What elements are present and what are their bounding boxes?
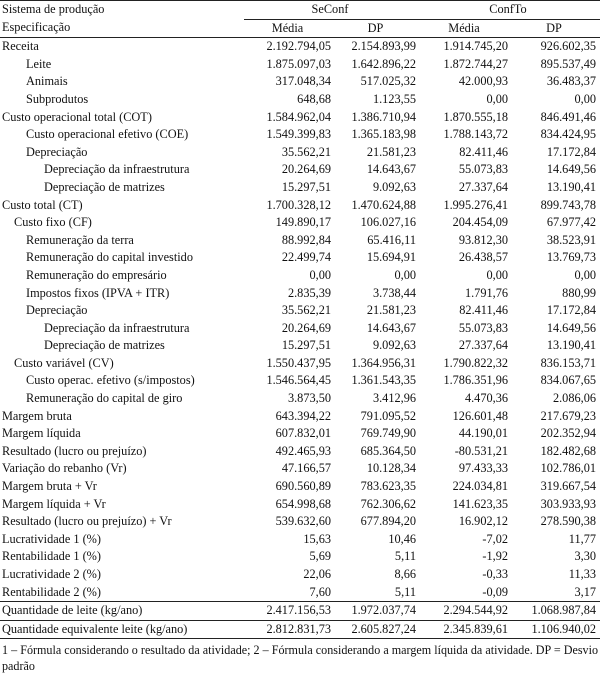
col-header-mean: Média [420, 19, 512, 38]
confto-sd-cell: 182.482,68 [540, 443, 596, 458]
row-label: Animais [26, 74, 68, 89]
seconf-mean-cell: 20.264,69 [281, 320, 331, 335]
table-row [0, 197, 600, 215]
row-label: Margem líquida [2, 426, 81, 441]
confto-sd-cell: 14.649,56 [546, 162, 596, 177]
table-row [0, 267, 600, 285]
confto-sd-cell: 13.769,73 [546, 250, 596, 265]
seconf-mean-cell: 22.499,74 [281, 250, 331, 265]
seconf-sd-cell: 791.095,52 [360, 408, 416, 423]
row-label: Custo operacional total (COT) [2, 109, 152, 124]
spec-label: Especificação [0, 19, 244, 38]
row-label: Margem bruta [2, 408, 72, 423]
seconf-mean-cell: 654.998,68 [275, 496, 331, 511]
seconf-sd-cell: 1.364.956,31 [351, 355, 416, 370]
table-row [0, 620, 600, 639]
seconf-sd-cell: 21.581,23 [366, 303, 416, 318]
seconf-mean-cell: 3.873,50 [287, 391, 331, 406]
table-row [0, 390, 600, 408]
seconf-sd-cell: 10.128,34 [366, 461, 416, 476]
seconf-sd-cell: 2.154.893,99 [351, 39, 416, 54]
table-row [0, 38, 600, 56]
confto-mean-cell: 55.073,83 [458, 320, 508, 335]
seconf-sd-cell: 10,46 [388, 531, 416, 546]
confto-mean-cell: -7,02 [482, 531, 508, 546]
table-row [0, 496, 600, 514]
col-header-sd: DP [512, 19, 600, 38]
seconf-mean-cell: 1.549.399,83 [266, 127, 331, 142]
seconf-mean-cell: 22,06 [303, 567, 331, 581]
row-label: Margem líquida + Vr [2, 496, 106, 511]
seconf-sd-cell: 14.643,67 [366, 320, 416, 335]
seconf-mean-cell: 1.550.437,95 [266, 355, 331, 370]
row-label: Lucratividade 1 (%) [2, 531, 102, 546]
confto-sd-cell: 278.590,38 [540, 514, 596, 529]
confto-sd-cell: 13.190,41 [546, 338, 596, 353]
confto-mean-cell: 82.411,46 [459, 303, 508, 318]
seconf-mean-cell: 2.812.831,73 [244, 620, 335, 639]
confto-sd-cell: 0,00 [574, 267, 596, 282]
confto-sd-cell: 11,77 [568, 531, 596, 546]
row-label: Custo operac. efetivo (s/impostos) [26, 373, 195, 388]
row-label: Rentabilidade 1 (%) [2, 549, 102, 564]
seconf-mean-cell: 492.465,93 [275, 443, 331, 458]
seconf-mean-cell: 149.890,17 [275, 215, 331, 230]
footnote: 1 – Fórmula considerando o resultado da atividade; 2 – Fórmula considerando a margem líquida da atividade. DP = Desvio padrão [2, 643, 598, 674]
seconf-sd-cell: 3.738,44 [372, 285, 416, 300]
confto-sd-cell: 102.786,01 [540, 461, 596, 476]
confto-mean-cell: 4.470,36 [464, 391, 508, 406]
table-row [0, 372, 600, 390]
seconf-mean-cell: 1.546.564,45 [266, 373, 331, 388]
confto-mean-cell: 1.914.745,20 [443, 39, 508, 54]
confto-mean-cell: -0,09 [482, 584, 508, 599]
table-row [0, 302, 600, 320]
table-row [0, 460, 600, 478]
confto-mean-cell: 16.902,12 [458, 514, 508, 529]
confto-mean-cell: 26.438,57 [458, 250, 508, 265]
seconf-mean-cell: 15.297,51 [281, 179, 331, 194]
row-label: Remuneração do capital de giro [26, 391, 183, 406]
confto-sd-cell: 834.067,65 [540, 373, 596, 388]
confto-mean-cell: 42.000,93 [458, 74, 508, 89]
confto-sd-cell: 899.743,78 [540, 197, 596, 212]
confto-mean-cell: 55.073,83 [458, 162, 508, 177]
seconf-sd-cell: 1.386.710,94 [351, 109, 416, 124]
confto-sd-cell: 846.491,46 [540, 109, 596, 124]
confto-mean-cell: 97.433,33 [458, 461, 508, 476]
confto-sd-cell: 36.483,37 [546, 74, 596, 89]
seconf-sd-cell: 762.306,62 [360, 496, 416, 511]
confto-mean-cell: 141.623,35 [452, 496, 508, 511]
confto-sd-cell: 1.068.987,84 [512, 602, 600, 621]
confto-sd-cell: 895.537,49 [540, 56, 596, 71]
confto-mean-cell: 93.812,30 [458, 232, 508, 247]
seconf-sd-cell: 5,11 [394, 549, 416, 564]
confto-sd-cell: 836.153,71 [540, 355, 596, 370]
seconf-mean-cell: 690.560,89 [275, 479, 331, 494]
header-row-columns [0, 19, 600, 38]
confto-sd-cell: 926.602,35 [540, 39, 596, 54]
table-row [0, 232, 600, 250]
confto-mean-cell: 1.790.822,32 [443, 355, 508, 370]
seconf-mean-cell: 1.700.328,12 [266, 197, 331, 212]
table-row [0, 443, 600, 461]
table-row [0, 249, 600, 267]
row-label: Depreciação da infraestrutura [44, 162, 190, 177]
table-row [0, 161, 600, 179]
confto-mean-cell: 82.411,46 [459, 144, 508, 159]
table-row [0, 91, 600, 109]
confto-mean-cell: 1.872.744,27 [443, 56, 508, 71]
row-label: Variação do rebanho (Vr) [2, 461, 127, 476]
row-label: Depreciação de matrizes [44, 338, 165, 353]
col-header-sd: DP [335, 19, 420, 38]
table-row [0, 355, 600, 373]
confto-mean-cell: 0,00 [486, 267, 508, 282]
table-row [0, 566, 600, 584]
row-label: Remuneração da terra [26, 232, 134, 247]
seconf-mean-cell: 539.632,60 [275, 514, 331, 529]
group-header-confto: ConfTo [420, 1, 600, 20]
row-label: Quantidade de leite (kg/ano) [0, 602, 244, 621]
confto-mean-cell: -80.531,21 [454, 443, 508, 458]
row-label: Resultado (lucro ou prejuízo) [2, 443, 147, 458]
seconf-mean-cell: 1.584.962,04 [266, 109, 331, 124]
confto-sd-cell: 2.086,06 [552, 391, 596, 406]
table-row [0, 548, 600, 566]
confto-sd-cell: 14.649,56 [546, 320, 596, 335]
seconf-sd-cell: 9.092,63 [372, 338, 416, 353]
seconf-mean-cell: 2.835,39 [287, 285, 331, 300]
confto-sd-cell: 0,00 [574, 91, 596, 106]
seconf-mean-cell: 88.992,84 [281, 232, 331, 247]
confto-sd-cell: 67.977,42 [546, 215, 596, 230]
confto-sd-cell: 303.933,93 [540, 496, 596, 511]
seconf-sd-cell: 106.027,16 [360, 215, 416, 230]
confto-mean-cell: 44.190,01 [458, 426, 508, 441]
seconf-sd-cell: 783.623,35 [360, 479, 416, 494]
confto-sd-cell: 880,99 [562, 285, 596, 300]
row-label: Resultado (lucro ou prejuízo) + Vr [2, 514, 172, 529]
table-row [0, 56, 600, 74]
row-label: Leite [26, 56, 52, 71]
confto-sd-cell: 1.106.940,02 [512, 620, 600, 639]
row-label: Rentabilidade 2 (%) [2, 584, 102, 599]
row-label: Impostos fixos (IPVA + ITR) [26, 285, 170, 300]
seconf-sd-cell: 769.749,90 [360, 426, 416, 441]
table-row [0, 73, 600, 91]
confto-sd-cell: 38.523,91 [546, 232, 596, 247]
confto-sd-cell: 319.667,54 [540, 479, 596, 494]
seconf-mean-cell: 643.394,22 [275, 408, 331, 423]
seconf-sd-cell: 685.364,50 [360, 443, 416, 458]
seconf-sd-cell: 21.581,23 [366, 144, 416, 159]
confto-mean-cell: 27.337,64 [458, 179, 508, 194]
table-row [0, 320, 600, 338]
row-label: Subprodutos [26, 91, 89, 106]
seconf-sd-cell: 5,11 [394, 584, 416, 599]
table-row [0, 513, 600, 531]
table-row [0, 478, 600, 496]
col-header-mean: Média [244, 19, 335, 38]
table-row [0, 109, 600, 127]
table-row [0, 285, 600, 303]
table-row [0, 144, 600, 162]
confto-sd-cell: 217.679,23 [540, 408, 596, 423]
seconf-mean-cell: 35.562,21 [281, 144, 331, 159]
seconf-mean-cell: 607.832,01 [275, 426, 331, 441]
seconf-sd-cell: 1.470.624,88 [351, 197, 416, 212]
seconf-mean-cell: 47.166,57 [281, 461, 331, 476]
confto-mean-cell: -0,33 [482, 567, 508, 581]
seconf-mean-cell: 5,69 [309, 549, 331, 564]
seconf-sd-cell: 517.025,32 [360, 74, 416, 89]
seconf-sd-cell: 1.123,55 [372, 91, 416, 106]
confto-mean-cell: 1.791,76 [464, 285, 508, 300]
table-row [0, 531, 600, 549]
seconf-mean-cell: 648,68 [297, 91, 331, 106]
seconf-sd-cell: 65.416,11 [367, 232, 416, 247]
seconf-sd-cell: 0,00 [394, 267, 416, 282]
seconf-sd-cell: 1.642.896,22 [351, 56, 416, 71]
seconf-sd-cell: 1.361.543,35 [351, 373, 416, 388]
seconf-mean-cell: 35.562,21 [281, 303, 331, 318]
system-label: Sistema de produção [0, 1, 244, 20]
seconf-mean-cell: 20.264,69 [281, 162, 331, 177]
seconf-mean-cell: 2.192.794,05 [266, 39, 331, 54]
confto-mean-cell: 2.294.544,92 [420, 602, 512, 621]
confto-mean-cell: 1.870.555,18 [443, 109, 508, 124]
confto-mean-cell: 2.345.839,61 [420, 620, 512, 639]
seconf-sd-cell: 1.972.037,74 [335, 602, 420, 621]
table-row [0, 126, 600, 144]
seconf-mean-cell: 7,60 [309, 584, 331, 599]
seconf-sd-cell: 15.694,91 [366, 250, 416, 265]
table-row [0, 179, 600, 197]
confto-mean-cell: 0,00 [486, 91, 508, 106]
confto-sd-cell: 202.352,94 [540, 426, 596, 441]
confto-sd-cell: 17.172,84 [546, 144, 596, 159]
confto-sd-cell: 11,33 [568, 567, 596, 581]
table-body [0, 38, 600, 639]
row-label: Quantidade equivalente leite (kg/ano) [0, 620, 244, 639]
row-label: Depreciação [26, 144, 88, 159]
seconf-mean-cell: 2.417.156,53 [244, 602, 335, 621]
confto-sd-cell: 3,17 [574, 584, 596, 599]
group-header-seconf: SeConf [244, 1, 420, 20]
confto-sd-cell: 17.172,84 [546, 303, 596, 318]
table-row [0, 408, 600, 426]
seconf-sd-cell: 9.092,63 [372, 179, 416, 194]
row-label: Receita [2, 39, 39, 54]
seconf-sd-cell: 2.605.827,24 [335, 620, 420, 639]
row-label: Custo total (CT) [2, 197, 83, 212]
seconf-mean-cell: 1.875.097,03 [266, 56, 331, 71]
row-label: Custo variável (CV) [14, 355, 114, 370]
seconf-mean-cell: 317.048,34 [275, 74, 331, 89]
confto-mean-cell: 1.788.143,72 [443, 127, 508, 142]
table-row [0, 337, 600, 355]
row-label: Margem bruta + Vr [2, 479, 97, 494]
seconf-mean-cell: 15.297,51 [281, 338, 331, 353]
seconf-sd-cell: 1.365.183,98 [351, 127, 416, 142]
seconf-mean-cell: 15,63 [303, 531, 331, 546]
confto-mean-cell: 224.034,81 [452, 479, 508, 494]
row-label: Depreciação da infraestrutura [44, 320, 190, 335]
seconf-sd-cell: 677.894,20 [360, 514, 416, 529]
seconf-sd-cell: 8,66 [394, 567, 416, 581]
row-label: Depreciação de matrizes [44, 179, 165, 194]
confto-sd-cell: 834.424,95 [540, 127, 596, 142]
confto-mean-cell: 204.454,09 [452, 215, 508, 230]
header-row-system [0, 1, 600, 20]
seconf-sd-cell: 3.412,96 [372, 391, 416, 406]
confto-mean-cell: 1.995.276,41 [443, 197, 508, 212]
table-row [0, 425, 600, 443]
table-row [0, 602, 600, 621]
seconf-mean-cell: 0,00 [309, 267, 331, 282]
row-label: Custo fixo (CF) [14, 215, 92, 230]
confto-sd-cell: 13.190,41 [546, 179, 596, 194]
confto-mean-cell: -1,92 [482, 549, 508, 564]
table-row [0, 584, 600, 602]
confto-mean-cell: 1.786.351,96 [443, 373, 508, 388]
confto-mean-cell: 27.337,64 [458, 338, 508, 353]
row-label: Custo operacional efetivo (COE) [26, 127, 189, 142]
seconf-sd-cell: 14.643,67 [366, 162, 416, 177]
row-label: Depreciação [26, 303, 88, 318]
row-label: Remuneração do capital investido [26, 250, 193, 265]
row-label: Remuneração do empresário [26, 267, 167, 282]
table-row [0, 214, 600, 232]
confto-mean-cell: 126.601,48 [452, 408, 508, 423]
confto-sd-cell: 3,30 [574, 549, 596, 564]
row-label: Lucratividade 2 (%) [2, 567, 102, 581]
